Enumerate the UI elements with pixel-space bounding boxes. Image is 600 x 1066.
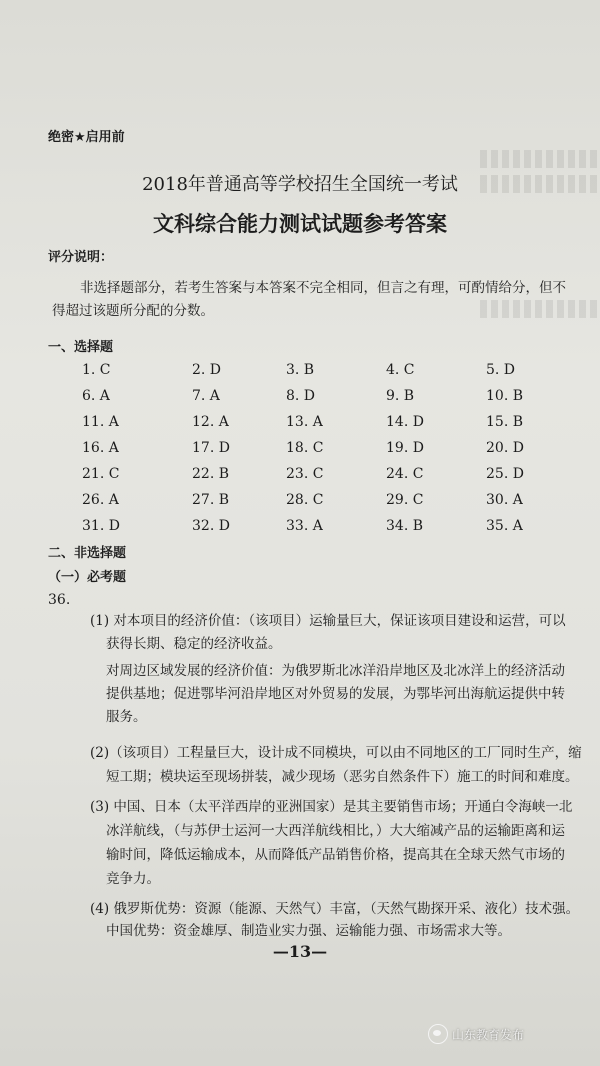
answer-line: 冰洋航线，（与苏伊士运河一大西洋航线相比，）大大缩减产品的运输距离和运 bbox=[106, 823, 565, 839]
answer-row bbox=[82, 362, 552, 388]
answer-item: 10. B bbox=[486, 388, 524, 404]
answer-item: 16. A bbox=[82, 440, 119, 456]
answer-line: 提供基地；促进鄂毕河沿岸地区对外贸易的发展，为鄂毕河出海航运提供中转 bbox=[106, 686, 565, 702]
answer-item: 30. A bbox=[486, 492, 523, 508]
answer-item: 33. A bbox=[286, 518, 323, 534]
multiple-choice-answer-grid bbox=[82, 362, 552, 544]
answer-line: (2)（该项目）工程量巨大，设计成不同模块，可以由不同地区的工厂同时生产，缩 bbox=[90, 745, 582, 761]
answer-item: 1. C bbox=[82, 362, 111, 378]
document-title: 文科综合能力测试试题参考答案 bbox=[153, 212, 447, 236]
answer-item: 13. A bbox=[286, 414, 323, 430]
answer-item: 23. C bbox=[286, 466, 324, 482]
answer-item: 14. D bbox=[386, 414, 424, 430]
answer-item: 4. C bbox=[386, 362, 415, 378]
answer-item: 18. C bbox=[286, 440, 324, 456]
answer-item: 21. C bbox=[82, 466, 120, 482]
answer-item: 32. D bbox=[192, 518, 230, 534]
scoring-note-line: 非选择题部分，若考生答案与本答案不完全相同，但言之有理，可酌情给分，但不 bbox=[80, 280, 566, 296]
scoring-note-line: 得超过该题所分配的分数。 bbox=[52, 303, 214, 319]
answer-row bbox=[82, 440, 552, 466]
answer-row bbox=[82, 492, 552, 518]
answer-item: 9. B bbox=[386, 388, 415, 404]
answer-row bbox=[82, 388, 552, 414]
answer-item: 3. B bbox=[286, 362, 315, 378]
answer-line: (4) 俄罗斯优势：资源（能源、天然气）丰富，（天然气勘探开采、液化）技术强。 bbox=[90, 901, 580, 917]
answer-item: 28. C bbox=[286, 492, 324, 508]
answer-line: 获得长期、稳定的经济收益。 bbox=[106, 636, 282, 652]
answer-line: 竞争力。 bbox=[106, 871, 160, 887]
answer-line: 服务。 bbox=[106, 709, 147, 725]
answer-item: 15. B bbox=[486, 414, 524, 430]
answer-item: 19. D bbox=[386, 440, 424, 456]
question-number: 36. bbox=[48, 592, 71, 608]
scoring-note-heading: 评分说明： bbox=[48, 250, 114, 265]
answer-line: 输时间，降低运输成本，从而降低产品销售价格，提高其在全球天然气市场的 bbox=[106, 847, 565, 863]
answer-item: 2. D bbox=[192, 362, 222, 378]
section-heading-multiple-choice: 一、选择题 bbox=[48, 340, 114, 355]
exam-title: 2018年普通高等学校招生全国统一考试 bbox=[142, 174, 458, 195]
answer-row bbox=[82, 466, 552, 492]
answer-item: 17. D bbox=[192, 440, 230, 456]
answer-item: 22. B bbox=[192, 466, 230, 482]
answer-row bbox=[82, 414, 552, 440]
answer-item: 31. D bbox=[82, 518, 120, 534]
bleed-through-text bbox=[480, 300, 600, 318]
answer-item: 20. D bbox=[486, 440, 524, 456]
answer-line: 短工期；模块运至现场拼装，减少现场（恶劣自然条件下）施工的时间和难度。 bbox=[106, 769, 579, 785]
answer-item: 27. B bbox=[192, 492, 230, 508]
answer-item: 8. D bbox=[286, 388, 316, 404]
answer-item: 35. A bbox=[486, 518, 523, 534]
bleed-through-text bbox=[480, 150, 600, 168]
answer-item: 6. A bbox=[82, 388, 110, 404]
answer-item: 7. A bbox=[192, 388, 220, 404]
answer-line: (1) 对本项目的经济价值：（该项目）运输量巨大，保证该项目建设和运营，可以 bbox=[90, 613, 566, 629]
answer-item: 34. B bbox=[386, 518, 424, 534]
page-number: —13— bbox=[272, 942, 328, 961]
answer-item: 5. D bbox=[486, 362, 516, 378]
answer-item: 12. A bbox=[192, 414, 229, 430]
answer-line: (3) 中国、日本（太平洋西岸的亚洲国家）是其主要销售市场；开通白令海峡一北 bbox=[90, 799, 573, 815]
answer-item: 11. A bbox=[82, 414, 119, 430]
confidential-label: 绝密★启用前 bbox=[48, 130, 125, 145]
watermark bbox=[428, 1024, 524, 1044]
answer-row bbox=[82, 518, 552, 544]
answer-line: 中国优势：资金雄厚、制造业实力强、运输能力强、市场需求大等。 bbox=[106, 923, 511, 939]
subsection-heading-required: （一）必考题 bbox=[48, 570, 127, 585]
answer-item: 29. C bbox=[386, 492, 424, 508]
answer-item: 25. D bbox=[486, 466, 524, 482]
answer-item: 24. C bbox=[386, 466, 424, 482]
answer-line: 对周边区域发展的经济价值：为俄罗斯北冰洋沿岸地区及北冰洋上的经济活动 bbox=[106, 663, 565, 679]
answer-item: 26. A bbox=[82, 492, 119, 508]
section-heading-free-response: 二、非选择题 bbox=[48, 546, 127, 561]
wechat-icon bbox=[428, 1024, 448, 1044]
watermark-text: 山东教育发布 bbox=[452, 1027, 525, 1042]
